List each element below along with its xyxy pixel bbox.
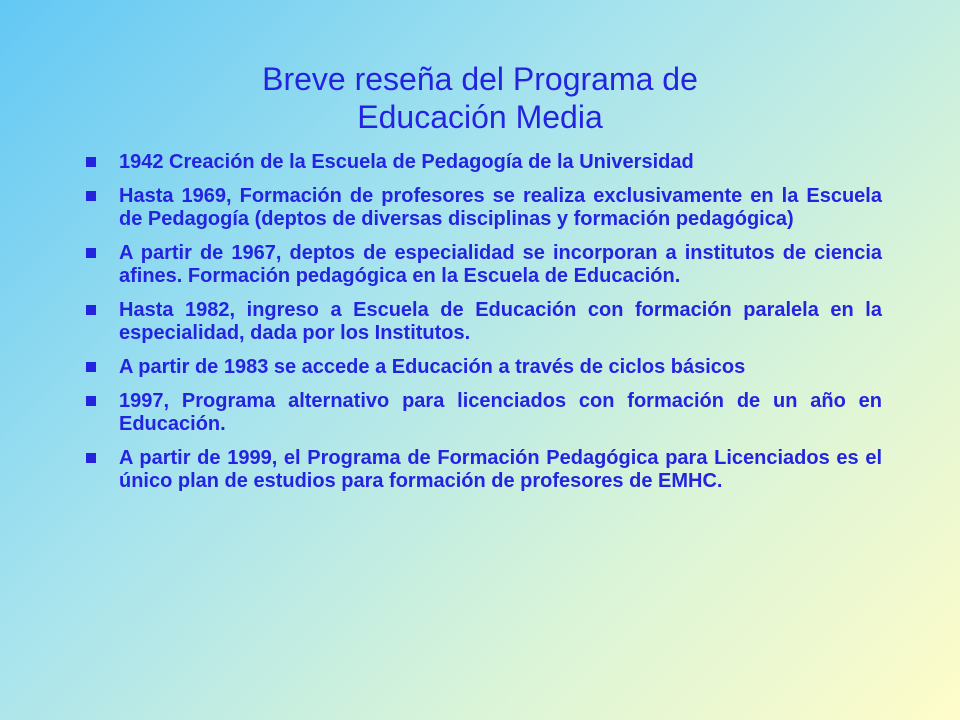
bullet-item-1982 [82,299,882,345]
square-bullet-icon [86,362,96,372]
bullet-text: A partir de 1999, el Programa de Formación Pedagógica para Licenciados es el único plan de estudios para formación de profesores de EMHC. [119,447,882,492]
bullet-list [82,151,882,504]
square-bullet-icon [86,453,96,463]
title-line-1: Breve reseña del Programa de [262,61,698,97]
bullet-text: A partir de 1967, deptos de especialidad se incorporan a institutos de ciencia afines. Formación pedagógica en la Escuela de Educación. [119,242,882,287]
bullet-item-1997 [82,390,882,436]
bullet-item-1999 [82,447,882,493]
bullet-item-1942 [82,151,882,174]
square-bullet-icon [86,396,96,406]
square-bullet-icon [86,191,96,201]
bullet-text: A partir de 1983 se accede a Educación a través de ciclos básicos [119,356,746,378]
title-line-2: Educación Media [357,99,603,135]
bullet-text: 1997, Programa alternativo para licenciados con formación de un año en Educación. [119,390,882,435]
bullet-item-1983 [82,356,882,379]
square-bullet-icon [86,305,96,315]
bullet-text: 1942 Creación de la Escuela de Pedagogía de la Universidad [119,151,694,173]
bullet-item-1967 [82,242,882,288]
page-title [150,60,810,136]
bullet-item-1969 [82,185,882,231]
bullet-text: Hasta 1969, Formación de profesores se realiza exclusivamente en la Escuela de Pedagogía (deptos de diversas disciplinas y formación pedagógica) [119,185,882,230]
square-bullet-icon [86,157,96,167]
bullet-text: Hasta 1982, ingreso a Escuela de Educación con formación paralela en la especialidad, dada por los Institutos. [119,299,882,344]
square-bullet-icon [86,248,96,258]
